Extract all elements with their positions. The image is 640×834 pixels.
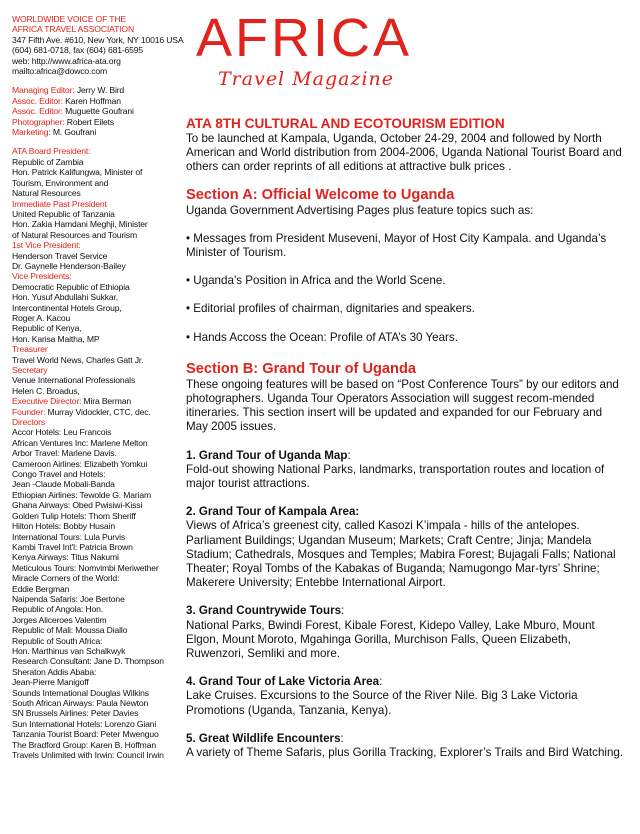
web-line[interactable]: web: http://www.africa-ata.org [12,55,121,66]
board-member: African Ventures Inc: Marlene Melton [12,437,148,448]
mail-line[interactable]: mailto:africa@dowco.com [12,66,108,77]
tour-item [186,675,626,718]
spacer [12,137,184,146]
staff-role: Managing Editor: [12,85,75,96]
board-member: Sheraton Addis Ababa: [12,666,97,677]
board-member: Travels Unlimited with Irwin: Council Irwin [12,750,164,761]
section-a-bullet: • Uganda’s Position in Africa and the World Scene. [186,274,446,288]
tour-item-suffix: : [347,448,351,462]
board-member: Ethiopian Airlines: Tewolde G. Mariam [12,489,152,500]
board-member: Arbor Travel: Marlene Davis. [12,448,117,459]
tour-item-suffix: : [340,731,344,745]
board-member: Hon. Karisa Maitha, MP [12,333,100,344]
officer-name: Mira Berman [81,396,132,407]
tour-item [186,604,626,661]
board-member: International Tours: Lula Purvis [12,531,126,542]
board-member: Tanzania Tourist Board: Peter Mwenguo [12,729,159,740]
tour-item-heading [186,505,626,519]
main-article [186,116,626,760]
org-line: AFRICA TRAVEL ASSOCIATION [12,24,135,35]
logo-subtitle: Travel Magazine [218,68,395,90]
board-member: South African Airways: Paula Newton [12,698,149,708]
staff-role: Marketing: [12,127,51,138]
tour-item-title: 3. Grand Countrywide Tours [186,604,342,618]
board-member: United Republic of Tanzania [12,208,115,219]
tour-item-heading [186,449,626,463]
board-member: Jean-Pierre Manigoff [12,677,89,688]
board-member: Republic of South Africa: [12,635,103,646]
section-b-intro: These ongoing features will be based on “Post Conference Tours” by our editors and photographers. Uganda Tour Operators Association will suggest recom-mended itineraries. This section insert will be updated and expanded for our February and May 2005 issues. [186,377,619,434]
tour-item-title: 2. Grand Tour of Kampala Area: [186,505,360,519]
staff-row [12,127,184,137]
board-member: SN Brussels Airlines: Peter Davies [12,708,139,719]
board-member: Research Consultant: Jane D. Thompson [12,656,164,667]
tour-item-text: Lake Cruises. Excursions to the Source of the River Nile. Big 3 Lake Victoria Promotions (Uganda, Tanzania, Kenya). [186,689,578,717]
section-b-title: Section B: Grand Tour of Uganda [186,360,416,377]
staff-list [12,85,184,137]
tour-item-title: 1. Grand Tour of Uganda Map [186,448,348,462]
staff-row [12,96,184,106]
board-member: Dr. Gaynelle Henderson-Bailey [12,260,126,271]
magazine-logo [196,8,416,108]
staff-name: Muguette Goufrani [62,106,134,117]
board-member: Cameroon Airlines: Elizabeth Yomkui [12,458,148,469]
tour-item [186,505,626,590]
board-member: Republic of Zambia [12,156,84,167]
board-member: Jean -Claude Mobali-Banda [12,479,115,490]
edition-text: To be launched at Kampala, Uganda, October 24-29, 2004 and followed by North American and World distribution from 2004-2006, Uganda National Tourist Board and others can order reprints of all editions at attractive bulk prices . [186,132,622,174]
board-member: Democratic Republic of Ethiopia [12,281,130,292]
board-member: Republic of Mali: Moussa Diallo [12,625,128,636]
tour-item [186,732,626,760]
board-member: Eddie Bergman [12,583,70,594]
officer-name: Murray Vidockler, CTC, dec. [45,406,151,417]
tour-item-text: Views of Africa’s greenest city, called Kasozi K’impala - hills of the antelopes. Parliament Buildings; Ugandan Museum; Markets; Craft Centre; Jinja; Mandela Stadium; Cathedrals, Mosques and Temples; Mabira Forest; Bujagali Falls; National Theater; Royal Tombs of the Kabakas of Buganda; Namugongo Mar-tyrs’ Shrine; Makerere University; Entebbe International Airport. [186,519,616,590]
board-heading: Secretary [12,365,48,375]
tour-item-heading [186,675,626,689]
board-member: Republic of Angola: Hon. [12,604,103,615]
board-member: Hon. Marthinus van Schalkwyk [12,645,126,656]
staff-name: Karen Hoffman [62,95,121,106]
board-member: Hilton Hotels: Bobby Husain [12,521,115,532]
staff-role: Assoc. Editor: [12,106,63,117]
tour-item-text: A variety of Theme Safaris, plus Gorilla Tracking, Explorer’s Trails and Bird Watching. [186,746,624,760]
board-member: Hon. Yusuf Abdullahi Sukkar, [12,292,119,303]
board-member: Meticulous Tours: Nomvimbi Meriwether [12,562,159,573]
board-member: Tourism, Environment and [12,177,109,188]
board-member: Sun International Hotels: Lorenzo Giani [12,718,157,729]
tour-item-text: National Parks, Bwindi Forest, Kibale Forest, Kidepo Valley, Lake Mburo, Mount Elgon, Mount Moroto, Mgahinga Gorilla, Murchison Falls, Queen Elizabeth, Ruwenzori, Semliki and more. [186,618,595,661]
address-line: 347 Fifth Ave. #610, New York, NY 10016 USA [12,34,184,45]
board-member: Jorges Aliceroes Valentim [12,614,107,625]
board-member: Helen C. Broadus, [12,385,80,396]
staff-name: M. Goufrani [50,127,97,138]
board-member: Golden Tulip Hotels: Thom Sheriff [12,510,136,521]
board-heading: Vice Presidents: [12,271,72,282]
staff-row [12,85,184,95]
tour-item-heading [186,604,626,618]
board-member: Hon. Zakia Hamdani Meghji, Minister [12,219,148,230]
board-member: Republic of Kenya, [12,323,82,334]
edition-title: ATA 8TH CULTURAL AND ECOTOURISM EDITION [186,116,505,131]
section-a-intro: Uganda Government Advertising Pages plus feature topics such as: [186,203,534,217]
officer-role: Founder: [12,406,46,417]
section-a-bullet: • Editorial profiles of chairman, dignitaries and speakers. [186,302,475,316]
staff-role: Photographer: [12,116,65,127]
board-heading: ATA Board President: [12,146,91,157]
staff-row [12,117,184,127]
board-member: Ghana Airways: Obed Pwisiwi-Kissi [12,500,143,511]
section-a-bullet: • Hands Accoss the Ocean: Profile of ATA’s 30 Years. [186,330,458,344]
board-member: Congo Travel and Hotels: [12,469,106,480]
tour-item-title: 4. Grand Tour of Lake Victoria Area [186,675,380,689]
board-heading: Directors [12,417,46,428]
board-member: Kambi Travel Int'l: Patricia Brown [12,541,133,552]
board-heading: Treasurer [12,344,48,355]
board-member: Accor Hotels: Leu Francois [12,427,112,438]
logo-word: AFRICA [196,8,413,68]
staff-name: Jerry W. Bird [74,85,125,96]
masthead-sidebar [12,14,184,760]
phone-line: (604) 681-0718, fax (604) 681-6595 [12,45,144,56]
board-member: Miracle Corners of the World: [12,573,120,584]
staff-row [12,106,184,116]
board-member: Sounds International Douglas Wilkins [12,687,149,698]
board-member: Hon. Patrick Kalifungwa, Minister of [12,167,143,178]
org-line: WORLDWIDE VOICE OF THE [12,14,126,24]
tour-item-suffix: : [379,675,383,689]
tour-item-text: Fold-out showing National Parks, landmarks, transportation routes and location of major tourist attractions. [186,462,605,491]
staff-role: Assoc. Editor: [12,95,63,106]
tour-item-title: 5. Great Wildlife Encounters [186,731,341,745]
board-member: Venue International Professionals [12,375,136,386]
board-heading: 1st Vice President: [12,240,81,251]
board-member: Travel World News, Charles Gatt Jr. [12,354,144,365]
tour-item [186,449,626,492]
board-member: Kenya Airways: Titus Nakumi [12,552,119,563]
board-member: Henderson Travel Service [12,250,108,261]
tour-item-suffix: : [341,604,345,618]
section-a-bullet: • Messages from President Museveni, Mayor of Host City Kampala. and Uganda’s Minister of Tourism. [186,231,607,260]
board-member: Naipenda Safaris: Joe Bertone [12,593,125,604]
board-member: of Natural Resources and Tourism [12,229,137,240]
board-list [12,146,184,760]
officer-role: Executive Director: [12,396,82,407]
section-a-title: Section A: Official Welcome to Uganda [186,186,455,203]
tour-item-heading [186,732,626,746]
board-heading: Immediate Past President [12,198,107,209]
board-officer [12,407,184,417]
board-member: The Bradford Group: Karen B. Hoffman [12,739,156,750]
board-member: Natural Resources [12,188,81,199]
spacer [12,76,184,85]
board-officer [12,396,184,406]
board-member: Intercontinental Hotels Group, [12,302,122,313]
staff-name: Robert Eilets [64,116,115,127]
board-member: Roger A. Kacou [12,312,71,323]
